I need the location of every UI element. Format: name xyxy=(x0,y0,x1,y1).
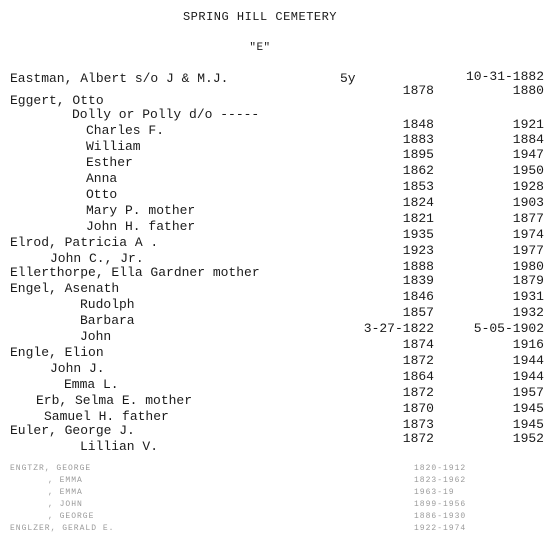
entry-death: 1945 xyxy=(512,401,544,416)
entry-name: Eggert, Otto xyxy=(10,93,104,108)
faint-name: ENGTZR, GEORGE xyxy=(10,464,92,473)
entry-birth: 1846 xyxy=(402,289,434,304)
entry-birth: 1872 xyxy=(402,431,434,446)
section-letter: "E" xyxy=(249,42,271,54)
entry-birth: 1935 xyxy=(402,227,434,242)
faint-dates: 1823-1962 xyxy=(414,476,467,485)
faint-name: ENGLZER, GERALD E. xyxy=(10,524,115,533)
entry-birth: 1874 xyxy=(402,337,434,352)
entry-name: John xyxy=(80,329,112,344)
entry-birth: 1848 xyxy=(402,117,434,132)
entry-age: 5y xyxy=(340,71,356,86)
entry-name: Engle, Elion xyxy=(10,345,104,360)
faint-dates: 1922-1974 xyxy=(414,524,467,533)
faint-name: , JOHN xyxy=(48,500,83,509)
entry-name: Esther xyxy=(86,155,133,170)
entry-death: 1932 xyxy=(512,305,544,320)
entry-birth: 1873 xyxy=(402,417,434,432)
faint-dates: 1899-1956 xyxy=(414,500,467,509)
entry-death: 1944 xyxy=(512,369,544,384)
entry-death: 1944 xyxy=(512,353,544,368)
faint-dates: 1963-19 xyxy=(414,488,455,497)
entry-death: 1957 xyxy=(512,385,544,400)
faint-name: , EMMA xyxy=(48,476,83,485)
entry-birth: 1821 xyxy=(402,211,434,226)
entry-row xyxy=(0,94,557,108)
entry-name: Elrod, Patricia A . xyxy=(10,235,159,250)
entry-death: 1980 xyxy=(512,259,544,274)
entry-name: Eastman, Albert s/o J & M.J. xyxy=(10,71,229,86)
entry-death: 1877 xyxy=(512,211,544,226)
entry-birth: 3-27-1822 xyxy=(363,321,434,336)
entry-name: Barbara xyxy=(80,313,135,328)
faint-dates: 1820-1912 xyxy=(414,464,467,473)
page-title: SPRING HILL CEMETERY xyxy=(182,10,338,24)
entry-name: John J. xyxy=(50,361,105,376)
entry-death-date: 10-31-1882 xyxy=(465,69,544,84)
entry-name: Ellerthorpe, Ella Gardner mother xyxy=(10,265,260,280)
entry-birth: 1839 xyxy=(402,273,434,288)
entry-name: Lillian V. xyxy=(80,439,159,454)
faint-dates: 1886-1930 xyxy=(414,512,467,521)
faint-row xyxy=(0,522,557,536)
faint-name: , EMMA xyxy=(48,488,83,497)
entry-death: 1952 xyxy=(512,431,544,446)
entry-death: 1884 xyxy=(512,132,544,147)
entry-name: Dolly or Polly d/o ----- xyxy=(72,107,260,122)
entry-name: Engel, Asenath xyxy=(10,281,120,296)
entry-name: John H. father xyxy=(86,219,196,234)
entry-name: Erb, Selma E. mother xyxy=(36,393,193,408)
entry-name: Samuel H. father xyxy=(44,409,169,424)
entry-death: 1921 xyxy=(512,117,544,132)
faint-name: , GEORGE xyxy=(48,512,95,521)
entry-name: Emma L. xyxy=(64,377,119,392)
entry-death: 1916 xyxy=(512,337,544,352)
entry-name: John C., Jr. xyxy=(50,251,144,266)
entry-death: 5-05-1902 xyxy=(473,321,544,336)
entry-birth: 1857 xyxy=(402,305,434,320)
entry-death: 1974 xyxy=(512,227,544,242)
entry-death: 1879 xyxy=(512,273,544,288)
entry-death: 1977 xyxy=(512,243,544,258)
entry-name: Otto xyxy=(86,187,118,202)
entry-name: Mary P. mother xyxy=(86,203,196,218)
entry-row xyxy=(0,440,557,454)
entry-birth: 1853 xyxy=(402,179,434,194)
entry-birth: 1872 xyxy=(402,385,434,400)
entry-death: 1903 xyxy=(512,195,544,210)
entry-death: 1928 xyxy=(512,179,544,194)
entry-name: Anna xyxy=(86,171,118,186)
entry-birth: 1895 xyxy=(402,147,434,162)
entry-death: 1931 xyxy=(512,289,544,304)
entry-birth: 1862 xyxy=(402,163,434,178)
entry-death: 1945 xyxy=(512,417,544,432)
entry-birth: 1872 xyxy=(402,353,434,368)
entry-birth: 1888 xyxy=(402,259,434,274)
entry-name: Euler, George J. xyxy=(10,423,135,438)
entry-birth: 1923 xyxy=(402,243,434,258)
entry-birth: 1883 xyxy=(402,132,434,147)
entry-birth: 1824 xyxy=(402,195,434,210)
entry-birth: 1870 xyxy=(402,401,434,416)
entry-name: Rudolph xyxy=(80,297,135,312)
entry-birth: 1864 xyxy=(402,369,434,384)
entry-death: 1947 xyxy=(512,147,544,162)
entry-name: Charles F. xyxy=(86,123,165,138)
entry-death: 1950 xyxy=(512,163,544,178)
entry-death: 1880 xyxy=(512,83,544,98)
entry-name: William xyxy=(86,139,141,154)
entry-birth: 1878 xyxy=(402,83,434,98)
